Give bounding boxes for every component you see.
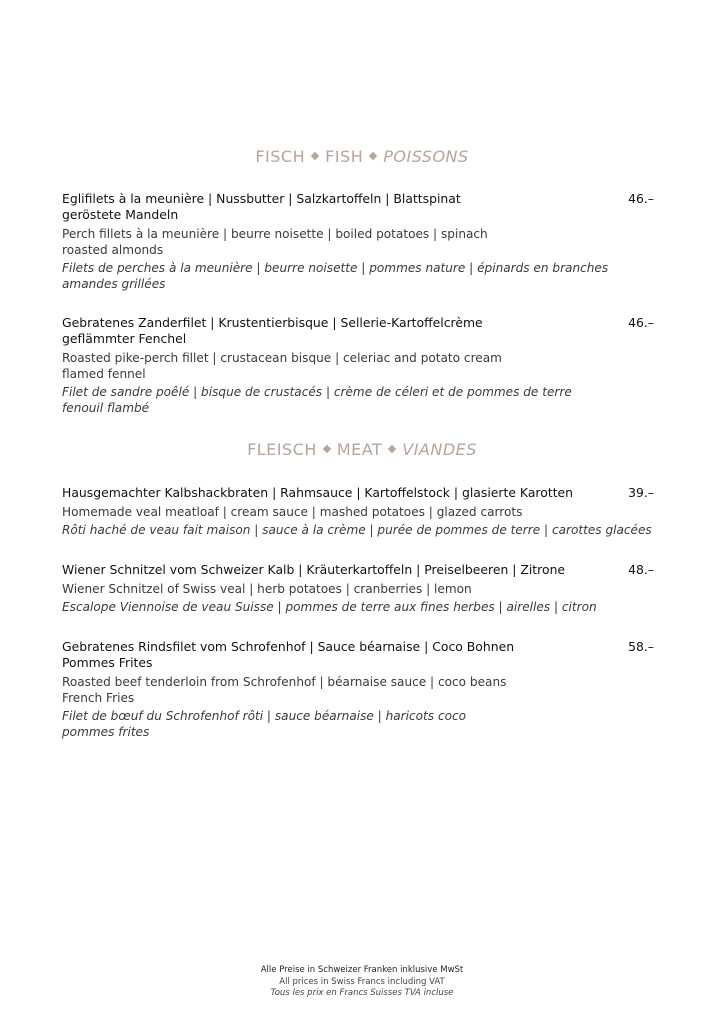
menu-item-zanderfilet [62, 315, 662, 416]
text-line: fenouil flambé [62, 401, 150, 415]
text-line: Homemade veal meatloaf | cream sauce | mashed potatoes | glazed carrots [62, 505, 523, 519]
text-line: Pommes Frites [62, 655, 153, 670]
text-line: Filet de bœuf du Schrofenhof rôti | sauce béarnaise | haricots coco [62, 709, 467, 723]
dish-name-de [62, 639, 602, 671]
dish-price: 39.– [628, 485, 654, 500]
text-line: Filets de perches à la meunière | beurre noisette | pommes nature | épinards en branches [62, 261, 609, 275]
dish-price: 46.– [628, 315, 654, 330]
dish-name-fr [62, 599, 662, 615]
text-line: amandes grillées [62, 277, 166, 291]
footnote-de: Alle Preise in Schweizer Franken inklusive MwSt [260, 965, 464, 975]
menu-item-rindsfilet [62, 639, 662, 740]
dish-name-fr [62, 708, 662, 740]
dish-name-fr [62, 522, 662, 538]
dish-price: 58.– [628, 639, 654, 654]
dish-name-en [62, 581, 622, 597]
text-line: Rôti haché de veau fait maison | sauce à la crème | purée de pommes de terre | carottes glacées [62, 523, 652, 537]
section-title-fish [0, 147, 724, 166]
text-line: geröstete Mandeln [62, 207, 179, 222]
text-line: Hausgemachter Kalbshackbraten | Rahmsauce | Kartoffelstock | glasierte Karotten [62, 485, 574, 500]
text-line: roasted almonds [62, 243, 164, 257]
section-title-de: FISCH [255, 147, 306, 166]
text-line: Filet de sandre poêlé | bisque de crustacés | crème de céleri et de pommes de terre [62, 385, 572, 399]
text-line: Gebratenes Zanderfilet | Krustentierbisque | Sellerie-Kartoffelcrème [62, 315, 483, 330]
text-line: Wiener Schnitzel of Swiss veal | herb potatoes | cranberries | lemon [62, 582, 472, 596]
text-line: Wiener Schnitzel vom Schweizer Kalb | Kräuterkartoffeln | Preiselbeeren | Zitrone [62, 562, 566, 577]
diamond-icon [311, 152, 319, 160]
section-title-meat [0, 440, 724, 459]
dish-name-de [62, 191, 602, 223]
dish-price: 46.– [628, 191, 654, 206]
text-line: Perch fillets à la meunière | beurre noisette | boiled potatoes | spinach [62, 227, 488, 241]
diamond-icon [388, 445, 396, 453]
section-title-en: FISH [325, 147, 364, 166]
text-line: Gebratenes Rindsfilet vom Schrofenhof | Sauce béarnaise | Coco Bohnen [62, 639, 515, 654]
footnote-fr: Tous les prix en Francs Suisses TVA incluse [270, 988, 454, 998]
text-line: geflämmter Fenchel [62, 331, 187, 346]
diamond-icon [369, 152, 377, 160]
price-footnote [0, 965, 724, 1000]
dish-name-en [62, 226, 622, 258]
dish-price: 48.– [628, 562, 654, 577]
dish-name-fr [62, 260, 662, 292]
dish-name-de [62, 485, 602, 501]
menu-item-wiener-schnitzel [62, 562, 662, 615]
dish-name-en [62, 504, 622, 520]
menu-item-kalbshackbraten [62, 485, 662, 538]
text-line: flamed fennel [62, 367, 146, 381]
text-line: Roasted pike-perch fillet | crustacean bisque | celeriac and potato cream [62, 351, 502, 365]
text-line: Escalope Viennoise de veau Suisse | pommes de terre aux fines herbes | airelles | citron [62, 600, 597, 614]
section-title-en: MEAT [336, 440, 383, 459]
dish-name-en [62, 674, 622, 706]
text-line: Eglifilets à la meunière | Nussbutter | Salzkartoffeln | Blattspinat [62, 191, 461, 206]
diamond-icon [323, 445, 331, 453]
section-title-de: FLEISCH [247, 440, 317, 459]
dish-name-de [62, 562, 602, 578]
footnote-en: All prices in Swiss Francs including VAT [279, 976, 445, 987]
text-line: Roasted beef tenderloin from Schrofenhof | béarnaise sauce | coco beans [62, 675, 507, 689]
dish-name-de [62, 315, 602, 347]
section-title-fr: VIANDES [402, 440, 477, 459]
text-line: pommes frites [62, 725, 150, 739]
section-title-fr: POISSONS [383, 147, 469, 166]
text-line: French Fries [62, 691, 135, 705]
menu-item-eglifilets [62, 191, 662, 292]
dish-name-fr [62, 384, 662, 416]
dish-name-en [62, 350, 622, 382]
